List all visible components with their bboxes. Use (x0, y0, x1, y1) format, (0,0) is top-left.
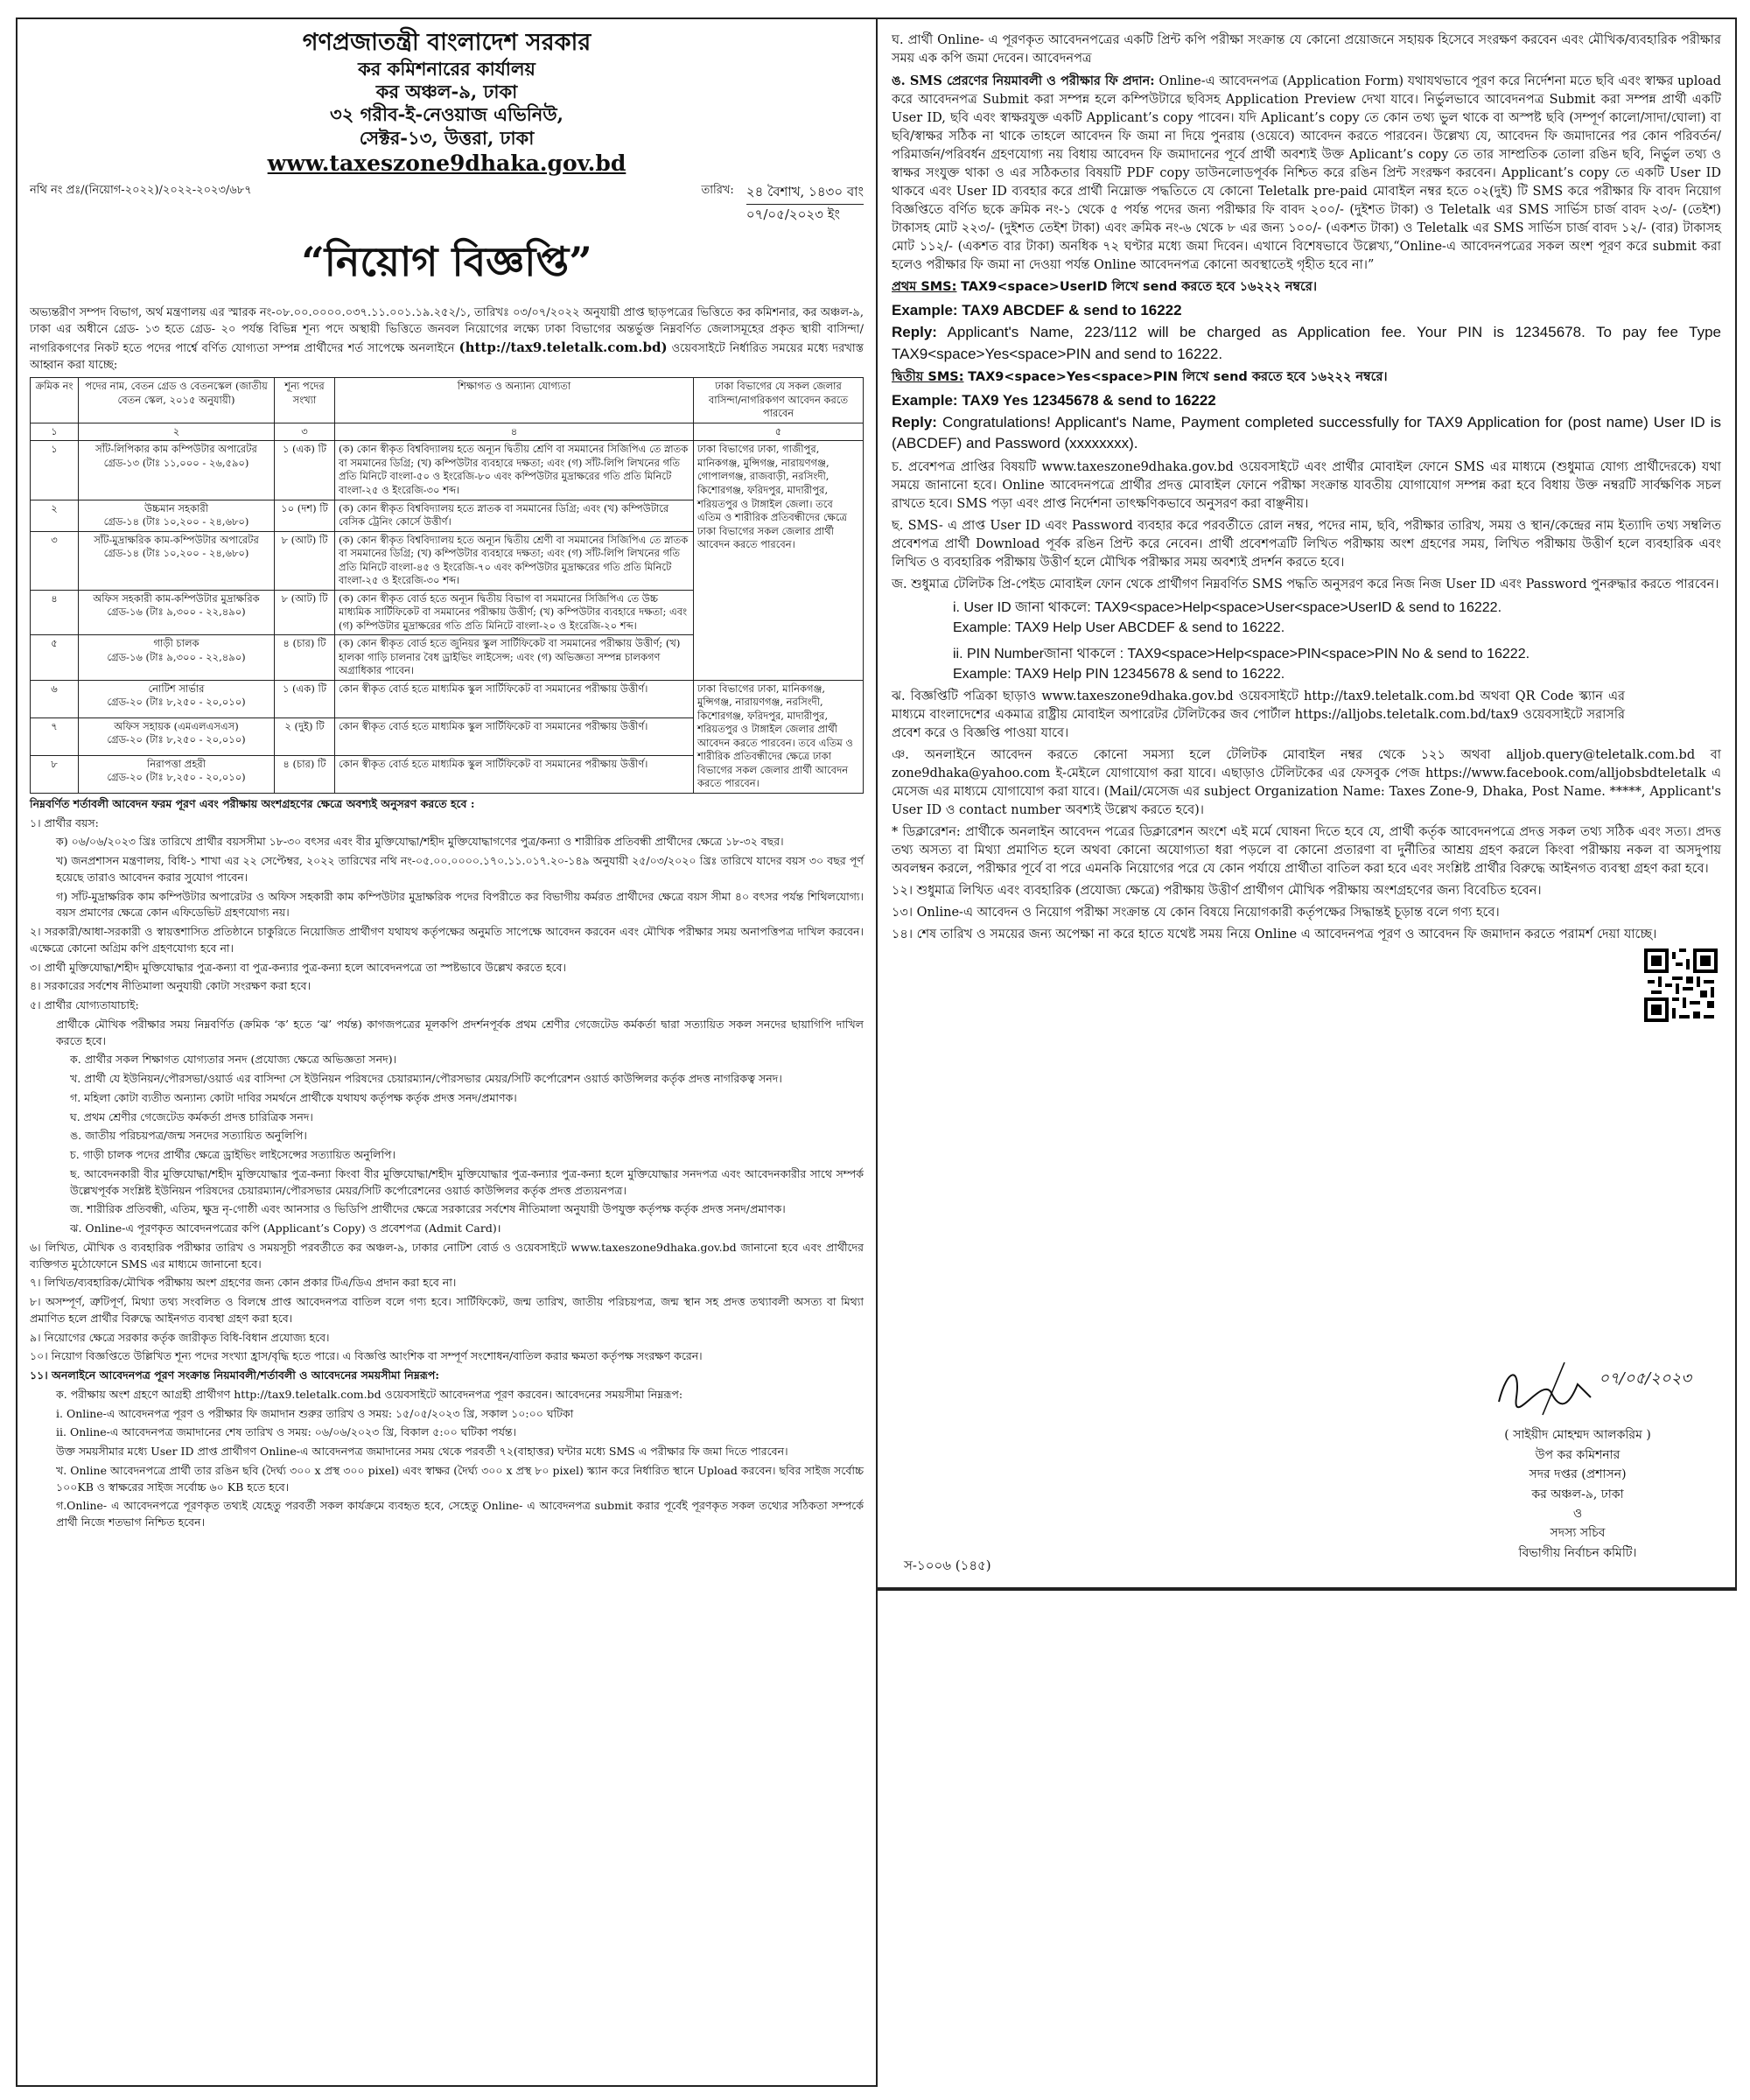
cell-post (79, 755, 275, 793)
sms-second-text: TAX9<space>Yes<space>PIN লিখে send করতে হবে ১৬২২২ নম্বরে। (968, 370, 1388, 385)
website-link[interactable]: www.taxeszone9dhaka.gov.bd (267, 150, 626, 176)
sms-first-example (892, 300, 1721, 365)
cell-serial: ১ (31, 441, 79, 500)
date-label: তারিখ: (701, 184, 734, 197)
sms-second-reply-label: Reply: (892, 413, 937, 430)
th-qualification: শিক্ষাগত ও অন্যান্য যোগ্যতা (335, 378, 694, 424)
condition-item: চ. গাড়ী চালক পদের প্রার্থীর ক্ষেত্রে ড্রাইভিং লাইসেন্সের সত্যায়িত অনুলিপি। (70, 1148, 396, 1162)
cell-count: ৮ (আট) টি (275, 531, 335, 590)
condition-item: খ. Online আবেদনপত্রে প্রার্থী তার রঙিন ছবি (দৈর্ঘ্য ৩০০ x প্রস্থ ৩০০ pixel) এবং স্বাক্ষর (দৈর্ঘ্য ৩০০ x প্রস্থ ৮০ pixel) স্ক্যান করে নির্ধারিত স্থানে Upload করবেন। ছবির সাইজ সর্বোচ্চ ১০০KB ও স্বাক্ষরের সাইজ সর্বোচ্চ ৬০ KB হতে হবে। (56, 1463, 864, 1494)
signatory-office: সদর দপ্তর (প্রশাসন) (1529, 1467, 1627, 1482)
condition-item: i. Online-এ আবেদনপত্র পূরণ ও পরীক্ষার ফি জমাদান শুরুর তারিখ ও সময়: ১৫/০৫/২০২৩ খ্রি, সকাল ১০:০০ ঘটিকা (56, 1406, 574, 1420)
table-row (31, 441, 864, 500)
page-title: “নিয়োগ বিজ্ঞপ্তি” (301, 238, 592, 285)
cell-serial: ২ (31, 500, 79, 531)
para-cha: চ. প্রবেশপত্র প্রাপ্তির বিষয়টি www.taxeszone9dhaka.gov.bd ওয়েবসাইটে এবং প্রার্থীর মোবাইল ফোনে SMS এর মাধ্যমে (শুধুমাত্র যোগ্য প্রার্থীদেরকে) যথা সময়ে জানানো হবে। Online আবেদনপত্রে প্রার্থীর প্রদত্ত মোবাইল ফোনে পরীক্ষা সংক্রান্ত যাবতীয় যোগাযোগ সম্পন্ন করা হবে বিধায় উক্ত নম্বরটি সার্বক্ষণিক সচল রাখতে হবে। SMS পড়া এবং প্রাপ্ত নির্দেশনা তাৎক্ষণিকভাবে অনুসরণ করা বাঞ্ছনীয়। (892, 460, 1721, 512)
date-bangla: ২৪ বৈশাখ, ১৪৩০ বাং (746, 182, 864, 205)
post-name: নোটিশ সার্ভার (148, 682, 205, 695)
condition-item: ৯। নিয়োগের ক্ষেত্রে সরকার কর্তৃক জারীকৃত বিধি-বিধান প্রযোজ্য হবে। (30, 1330, 330, 1344)
office-name: কর কমিশনারের কার্যালয় (358, 57, 536, 80)
condition-item: ক) ০৬/০৬/২০২৩ খ্রিঃ তারিখে প্রার্থীর বয়সসীমা ১৮-৩০ বৎসর এবং বীর মুক্তিযোদ্ধা/শহীদ মুক্তিযোদ্ধাগণের পুত্র/কন্যা ও শারীরিক প্রতিবন্ধী প্রার্থীদের ক্ষেত্রে ১৮-৩২ বছর। (56, 835, 784, 849)
condition-14: ১৪। শেষ তারিখ ও সময়ের জন্য অপেক্ষা না করে হাতে যথেষ্ট সময় নিয়ে Online এ আবেদনপত্র পূরণ ও আবেদন ফি জমাদান করতে পরামর্শ দেয়া যাচ্ছে। (892, 928, 1657, 942)
post-grade: গ্রেড-১৩ (টাঃ ১১,০০০ - ২৬,৫৯০) (103, 456, 249, 469)
post-name: অফিস সহায়ক (এমএলএসএস) (114, 719, 239, 732)
condition-item: ছ. আবেদনকারী বীর মুক্তিযোদ্ধা/শহীদ মুক্তিযোদ্ধার পুত্র-কন্যা কিংবা বীর মুক্তিযোদ্ধা/শহীদ মুক্তিযোদ্ধার পুত্র-কন্যার পুত্র-কন্যা হলে মুক্তিযোদ্ধার সনদপত্র এবং আবেদনকারীর সাথে সম্পর্ক উল্লেখপূর্বক সংশ্লিষ্ট ইউনিয়ন পরিষদের চেয়ারম্যান/পৌরসভার মেয়র/সিটি কর্পোরেশনের ওয়ার্ড কাউন্সিলর কর্তৃক প্রদত্ত প্রত্যয়নপত্র। (70, 1166, 864, 1197)
date-english: ০৭/০৫/২০২৩ ইং (746, 206, 840, 222)
condition-item: ৫। প্রার্থীর যোগ্যতাযাচাই: (30, 998, 139, 1012)
cell-serial: ৭ (31, 718, 79, 755)
para-gha: ঘ. প্রার্থী Online- এ পূরণকৃত আবেদনপত্রের একটি প্রিন্ট কপি পরীক্ষা সংক্রান্ত যে কোনো প্রয়োজনে সহায়ক হিসেবে সংরক্ষণ করবেন এবং মৌখিক/ব্যবহারিক পরীক্ষার সময় এক কপি জমা দেবেন। আবেদনপত্র (892, 33, 1721, 66)
signature-block (1446, 1358, 1709, 1563)
post-grade: গ্রেড-১৬ (টাঃ ৯,৩০০ - ২২,৪৯০) (107, 606, 246, 619)
signatory-and: ও (1572, 1506, 1583, 1521)
condition-item: ৬। লিখিত, মৌখিক ও ব্যবহারিক পরীক্ষার তারিখ ও সময়সূচী পরবর্তীতে কর অঞ্চল-৯, ঢাকার নোটিশ বোর্ড ও ওয়েবসাইটে www.taxeszone9dhaka.gov.bd জানানো হবে এবং প্রার্থীদের ব্যক্তিগত মুঠোফোনে SMS এর মাধ্যমে জানানো হবে। (30, 1240, 864, 1270)
recovery-pin: ii. PIN Numberজানা থাকলে : TAX9<space>Help<space>PIN<space>PIN No & send to 16222. (953, 646, 1530, 662)
cell-count: ৪ (চার) টি (275, 755, 335, 793)
condition-item: ঙ. জাতীয় পরিচয়পত্র/জন্ম সনদের সত্যায়িত অনুলিপি। (70, 1129, 307, 1143)
cell-qualification: কোন স্বীকৃত বোর্ড হতে মাধ্যমিক স্কুল সার্টিফিকেট বা সমমানের পরীক্ষায় উত্তীর্ণ। (335, 755, 694, 793)
sms-second-example-text: Example: TAX9 Yes 12345678 & send to 16222 (892, 392, 1216, 410)
left-column (16, 18, 878, 2087)
condition-item: প্রার্থীকে মৌখিক পরীক্ষার সময় নিম্নবর্ণিত (ক্রমিক ‘ক’ হতে ‘ঝ’ পর্যন্ত) কাগজপত্রের মূলকপি প্রদর্শনপূর্বক প্রথম শ্রেণীর গেজেটেড কর্মকর্তা দ্বারা সত্যায়িত সকল সনদের ছায়াগিপি দাখিল করতে হবে। (56, 1017, 864, 1047)
cell-post (79, 441, 275, 500)
sms-second (892, 368, 1721, 387)
cell-post (79, 635, 275, 681)
table-row (31, 680, 864, 718)
th-serial: ক্রমিক নং (31, 378, 79, 424)
condition-item: উক্ত সময়সীমার মধ্যে User ID প্রাপ্ত প্রার্থীগণ Online-এ আবেদনপত্র জমাদানের সময় থেকে পরবর্তী ৭২(বাহাত্তর) ঘন্টার মধ্যে SMS এ পরীক্ষার ফি জমা দিতে পারবেন। (56, 1445, 788, 1459)
condition-item: খ) জনপ্রশাসন মন্ত্রণালয়, বিধি-১ শাখা এর ২২ সেপ্টেম্বর, ২০২২ তারিখের নথি নং-০৫.০০.০০০০.১৭০.১১.০১৭.২০-১৪৯ অনুযায়ী ২৫/০৩/২০২০ খ্রিঃ তারিখে যাদের বয়স ৩০ বছর পূর্ণ হয়েছে তারাও আবেদন করার সুযোগ পাবেন। (56, 854, 864, 884)
cell-count: ২ (দুই) টি (275, 718, 335, 755)
condition-item: ক. পরীক্ষায় অংশ গ্রহণে আগ্রহী প্রার্থীগণ http://tax9.teletalk.com.bd ওয়েবসাইটে আবেদনপত্র পূরণ করবেন। আবেদনের সময়সীমা নিম্নরূপ: (56, 1387, 683, 1401)
condition-item: গ.Online- এ আবেদনপত্রে পূরণকৃত তথ্যই যেহেতু পরবর্তী সকল কার্যক্রমে ব্যবহৃত হবে, সেহেতু Online- এ আবেদনপত্র submit করার পূর্বেই পূরণকৃত সকল তথ্যের সঠিকতা সম্পর্কে প্রার্থী নিজে শতভাগ নিশ্চিত হবেন। (56, 1499, 864, 1530)
signatory-name: ( সাইয়ীদ মোহম্মদ আলকরিম ) (1504, 1428, 1651, 1443)
para-nya: ঞ. অনলাইনে আবেদন করতে কোনো সমস্যা হলে টেলিটক মোবাইল নম্বর থেকে ১২১ অথবা alljob.query@teletalk.com.bd বা zone9dhaka@yahoo.com ই-মেইলে যোগাযোগ করা যাবে। এছাড়াও টেলিটকের এর ফেসবুক পেজ https://www.facebook.com/alljobsbdteletalk এ মেসেজ এর মাধ্যমে যোগাযোগ করা যাবে। (Mail/মেসেজ এর subject Organization Name: Taxes Zone-9, Dhaka, Post Name. *****, Applicant's User ID ও contact number অবশ্যই উল্লেখ করতে হবে)। (892, 747, 1721, 818)
post-grade: গ্রেড-২০ (টাঃ ৮,২৫০ - ২০,০১০) (107, 771, 246, 784)
reference-row (30, 182, 864, 227)
zone-name: কর অঞ্চল-৯, ঢাকা (375, 80, 518, 102)
intro-link[interactable]: (http://tax9.teletalk.com.bd) (458, 339, 668, 355)
cell-qualification: কোন স্বীকৃত বোর্ড হতে মাধ্যমিক স্কুল সার্টিফিকেট বা সমমানের পরীক্ষায় উত্তীর্ণ। (335, 680, 694, 718)
sms-second-label: দ্বিতীয় SMS: (892, 370, 964, 385)
condition-item: ১০। নিয়োগ বিজ্ঞপ্তিতে উল্লিখিত শূন্য পদের সংখ্যা হ্রাস/বৃদ্ধি হতে পারে। এ বিজ্ঞপ্তি আংশিক বা সম্পূর্ণ সংশোধন/বাতিল করার ক্ষমতা কর্তৃপক্ষ সংরক্ষণ করেন। (30, 1349, 703, 1363)
sms-second-example (892, 390, 1721, 455)
recovery-pin-example: Example: TAX9 Help PIN 12345678 & send to 16222. (953, 666, 1285, 682)
sms-first-text: TAX9<space>UserID লিখে send করতে হবে ১৬২২২ নম্বরে। (961, 280, 1318, 295)
signatory-designation: উপ কর কমিশনার (1535, 1447, 1620, 1462)
condition-item: ক. প্রার্থীর সকল শিক্ষাগত যোগ্যতার সনদ (প্রযোজ্য ক্ষেত্রে অভিজ্ঞতা সনদ)। (70, 1053, 397, 1067)
reference-number: নথি নং প্রঃ/(নিয়োগ-২০২২)/২০২২-২০২৩/৬৮৭ (30, 184, 252, 197)
cell-serial: ৬ (31, 680, 79, 718)
post-name: উচ্চমান সহকারী (144, 501, 209, 514)
cell-qualification: (ক) কোন স্বীকৃত বিশ্ববিদ্যালয় হতে অন্যূন দ্বিতীয় শ্রেণি বা সমমানের সিজিপিএ তে স্নাতক বা সমমানের ডিগ্রি; (খ) কম্পিউটার ব্যবহারে দক্ষতা; এবং (গ) সাঁট-লিপি লিখনের গতি প্রতি মিনিটে বাংলা-৫০ ও ইংরেজি-৮০ এবং কম্পিউটার মুদ্রাক্ষরের গতি প্রতি মিনিটে বাংলা-২৫ ও ইংরেজি-৩০ শব্দ। (335, 441, 694, 500)
cell-serial: ৮ (31, 755, 79, 793)
right-column (878, 18, 1737, 1589)
cell-districts-b: ঢাকা বিভাগের ঢাকা, মানিকগঞ্জ, মুন্সিগঞ্জ, নারায়ণগঞ্জ, নরসিংদী, কিশোরগঞ্জ, ফরিদপুর, মাদারীপুর, শরিয়তপুর ও টাঙ্গাইল জেলার প্রার্থী আবেদন করতে পারবেন। তবে এতিম ও শারীরিক প্রতিবন্ধীদের ক্ষেত্রে ঢাকা বিভাগের সকল জেলার প্রার্থী আবেদন করতে পারবেন। (694, 680, 864, 793)
post-grade: গ্রেড-১৪ (টাঃ ১০,২০০ - ২৪,৬৮০) (103, 547, 249, 560)
condition-item: ৪। সরকারের সর্বশেষ নীতিমালা অনুযায়ী কোটা সংরক্ষণ করা হবে। (30, 979, 312, 993)
letterhead (30, 28, 864, 177)
sms-first-reply-label: Reply: (892, 323, 937, 340)
para-ja: জ. শুধুমাত্র টেলিটক প্রি-পেইড মোবাইল ফোন থেকে প্রার্থীগণ নিম্নবর্ণিত SMS পদ্ধতি অনুসরণ করে নিজ নিজ User ID এবং Password পুনরুদ্ধার করতে পারবেন। (892, 578, 1719, 592)
post-name: অফিস সহকারী কাম-কম্পিউটার মুদ্রাক্ষরিক (93, 592, 260, 605)
post-grade: গ্রেড-১৬ (টাঃ ৯,৩০০ - ২২,৪৯০) (107, 650, 246, 663)
cell-count: ১ (এক) টি (275, 441, 335, 500)
para-uo-title: ঙ. SMS প্রেরণের নিয়মাবলী ও পরীক্ষার ফি প্রদান: (892, 74, 1155, 89)
th-count: শূন্য পদের সংখ্যা (275, 378, 335, 424)
condition-item: ৭। লিখিত/ব্যবহারিক/মৌখিক পরীক্ষায় অংশ গ্রহণের জন্য কোন প্রকার টিএ/ডিএ প্রদান করা হবে না। (30, 1276, 457, 1290)
cell-count: ৪ (চার) টি (275, 635, 335, 681)
intro-paragraph (30, 305, 864, 374)
cell-qualification: (ক) কোন স্বীকৃত বিশ্ববিদ্যালয় হতে অন্যূন দ্বিতীয় শ্রেণী বা সমমানের সিজিপিএ তে স্নাতক বা সমমানের ডিগ্রি; (খ) কম্পিউটার ব্যবহারে দক্ষতা; এবং (গ) সাঁট-লিপি লিখনের গতি প্রতি মিনিটে বাংলা-৪৫ ও ইংরেজি-৭০ এবং কম্পিউটার মুদ্রাক্ষরের গতি প্রতি মিনিটে বাংলা-২৫ ও ইংরেজি-৩০ শব্দ। (335, 531, 694, 590)
para-uo-text: Online-এ আবেদনপত্র (Application Form) যথাযথভাবে পূরণ করে নির্দেশনা মতে ছবি এবং স্বাক্ষর upload করে আবেদনপত্র Submit করা সম্পন্ন হলে কম্পিউটারে ছবিসহ Application Preview দেখা যাবে। নির্ভুলভাবে আবেদনপত্র Submit করা সম্পন্ন প্রার্থী একটি User ID, ছবি এবং স্বাক্ষরযুক্ত একটি Applicant’s copy পাবেন। যদি Aplicant’s copy তে কোন তথ্য ভুল থাকে বা অস্পষ্ট ছবি (সম্পূর্ণ কালো/সাদা/ঘোলা) বা ছবি/স্বাক্ষর সঠিক না থাকে তাহলে আবেদন ফি জমা না দিয়ে পুনরায় (ওয়েবে) আবেদন করতে পারবেন। উল্লেখ্য যে, আবেদন ফি জমাদানের পর কোন পরিবর্তন/পরিমার্জন/পরিবর্ধন গ্রহণযোগ্য নয় বিধায় আবেদন ফি জমাদানের পূর্বে প্রার্থী অবশ্যই উক্ত Aplicant’s copy তে তার সাম্প্রতিক তোলা রঙিন ছবি, নির্ভুল তথ্য ও স্বাক্ষর সংযুক্ত থাকা ও এর সঠিকতার বিষয়টি PDF copy ডাউনলোডপূর্বক নিশ্চিত করে রঙিন প্রিন্ট সংরক্ষণ করবেন। Applicant’s copy তে একটি User ID থাকবে এবং User ID ব্যবহার করে প্রার্থী নিম্নোক্ত পদ্ধতিতে যে কোনো Teletalk pre-paid মোবাইল নম্বর হতে ০২(দুই) টি SMS করে পরীক্ষার ফি বাবদ নিয়োগ বিজ্ঞপ্তিতে বর্ণিত ছকে ক্রমিক নং-১ থেকে ৫ পর্যন্ত পদের জন্য পরীক্ষার ফি বাবদ ২০০/- (দুইশত টাকা) ও Teletalk এর SMS সার্ভিস চার্জ বাবদ ২৩/- (তেইশ) টাকাসহ মোট ২২৩/- (দুইশত তেইশ টাকা) এবং ক্রমিক নং-৬ থেকে ৮ এর জন্য ১০০/- (একশত টাকা) ও Teletalk এর SMS সার্ভিস চার্জ বাবদ ১২/- (বার) টাকাসহ মোট ১১২/- (একশত বার টাকা) অনধিক ৭২ ঘণ্টার মধ্যে জমা দিবেন। এখানে বিশেষভাবে উল্লেখ্য,“Online-এ আবেদনপত্রের সকল অংশ পূরণ করে submit করা হলেও পরীক্ষার ফি জমা না দেওয়া পর্যন্ত Online আবেদনপত্র কোনো অবস্থাতেই গৃহীত হবে না।” (892, 74, 1721, 273)
post-grade: গ্রেড-১৪ (টাঃ ১০,২০০ - ২৪,৬৮০) (103, 515, 249, 528)
condition-item: ii. Online-এ আবেদনপত্র জমাদানের শেষ তারিখ ও সময়: ০৬/০৬/২০২৩ খ্রি, বিকাল ৫:০০ ঘটিকা পর্যন্ত। (56, 1425, 516, 1439)
vacancy-table (30, 377, 864, 793)
cell-serial: ৩ (31, 531, 79, 590)
cell-qualification: (ক) কোন স্বীকৃত বোর্ড হতে জুনিয়র স্কুল সার্টিফিকেট বা সমমানের পরীক্ষায় উত্তীর্ণ; (খ) হালকা গাড়ি চালনার বৈধ ড্রাইভিং লাইসেন্স; এবং (গ) অভিজ্ঞতা সম্পন্ন চালকগণ অগ্রাধিকার পাবেন। (335, 635, 694, 681)
qr-code-icon[interactable] (1644, 948, 1718, 1022)
post-name: গাড়ী চালক (153, 637, 200, 650)
sms-second-reply: Congratulations! Applicant's Name, Payment completed successfully for TAX9 Application for (post name) User ID is (ABCDEF) and Password (xxxxxxxx). (892, 413, 1721, 452)
condition-item: ২। সরকারী/আধা-সরকারী ও স্বায়ত্তশাসিত প্রতিষ্ঠানে চাকুরিতে নিয়োজিত প্রার্থীগণ যথাযথ কর্তৃপক্ষের অনুমতি সাপেক্ষে আবেদন করবেন এবং মৌখিক পরীক্ষার সময় অনাপত্তিপত্র দাখিল করবেন। এক্ষেত্রে কোনো অগ্রিম কপি গ্রহণযোগ্য হবে না। (30, 925, 864, 955)
condition-item: গ. মহিলা কোটা ব্যতীত অন্যান্য কোটা দাবির সমর্থনে প্রার্থীকে যথাযথ কর্তৃপক্ষ কর্তৃক প্রদত্ত সনদ/প্রমাণক। (70, 1090, 517, 1104)
cell-count: ১ (এক) টি (275, 680, 335, 718)
cell-post (79, 718, 275, 755)
cell-post (79, 500, 275, 531)
condition-item: ১১। অনলাইনে আবেদনপত্র পূরণ সংক্রান্ত নিয়মাবলী/শর্তাবলী ও আবেদনের সময়সীমা নিম্নরূপ: (30, 1368, 439, 1382)
cell-districts-a: ঢাকা বিভাগের ঢাকা, গাজীপুর, মানিকগঞ্জ, মুন্সিগঞ্জ, নারায়ণগঞ্জ, গোপালগঞ্জ, রাজবাড়ী, নরসিংদী, কিশোরগঞ্জ, ফরিদপুর, মাদারীপুর, শরিয়তপুর ও টাঙ্গাইল জেলা। তবে এতিম ও শারীরিক প্রতিবন্ধীদের ক্ষেত্রে ঢাকা বিভাগের সকল জেলার প্রার্থী আবেদন করতে পারবেন। (694, 441, 864, 680)
condition-item: ৩। প্রার্থী মুক্তিযোদ্ধা/শহীদ মুক্তিযোদ্ধার পুত্র-কন্যা বা পুত্র-কন্যার পুত্র-কন্যা হলে আবেদনপত্রে তা স্পষ্টভাবে উল্লেখ করতে হবে। (30, 960, 566, 974)
post-grade: গ্রেড-২০ (টাঃ ৮,২৫০ - ২০,০১০) (107, 733, 246, 746)
condition-item: ঝ. Online-এ পূরণকৃত আবেদনপত্রের কপি (Applicant’s Copy) ও প্রবেশপত্র (Admit Card)। (70, 1222, 501, 1236)
cell-count: ৮ (আট) টি (275, 590, 335, 635)
conditions-section (30, 796, 864, 1531)
th-num: ১ (31, 423, 79, 441)
th-districts: ঢাকা বিভাগের যে সকল জেলার বাসিন্দা/নাগরিকগণ আবেদন করতে পারবেন (694, 378, 864, 424)
date-values (746, 182, 864, 227)
recovery-sms (892, 598, 1721, 684)
th-num: ৩ (275, 423, 335, 441)
sms-first-example-text: Example: TAX9 ABCDEF & send to 16222 (892, 302, 1182, 319)
memo-number: স-১০০৬ (১৪৫) (904, 1558, 991, 1573)
address-line-2: সেক্টর-১৩, উত্তরা, ঢাকা (359, 126, 535, 149)
intro-end: ওয়েবসাইটে নির্ধারিত সময়ের মধ্যে দরখাস্ত আহ্বান করা যাচ্ছে: (30, 341, 864, 372)
th-post: পদের নাম, বেতন গ্রেড ও বেতনস্কেল (জাতীয় বেতন স্কেল, ২০১৫ অনুযায়ী) (79, 378, 275, 424)
para-uo (892, 72, 1721, 275)
cell-serial: ৫ (31, 635, 79, 681)
declaration: * ডিক্লারেশন: প্রার্থীকে অনলাইন আবেদন পত্রের ডিক্লারেশন অংশে এই মর্মে ঘোষনা দিতে হবে যে, প্রার্থী কর্তৃক আবেদনপত্রে প্রদত্ত সকল তথ্য সঠিক এবং সত্য। প্রদত্ত তথ্য অসত্য বা মিথ্যা প্রমাণিত হলে অথবা কোনো অযোগ্যতা ধরা পড়লে বা কোনো প্রতারণা বা দুর্নীতির আশ্রয় গ্রহণ করলে কিংবা পরীক্ষায় নকল বা অসদুপায় অবলম্বন করলে, পরীক্ষার পূর্বে বা পরে এমনকি নিয়োগের পরে যে কোন পর্যায়ে প্রার্থীতা বাতিল করা হবে এবং সংশ্লিষ্ট প্রার্থীর বিরুদ্ধে আইনগত ব্যবস্থা গ্রহণ করা হবে। (892, 825, 1721, 877)
cell-qualification: (ক) কোন স্বীকৃত বোর্ড হতে অন্যূন দ্বিতীয় বিভাগ বা সমমানের সিজিপিএ তে উচ্চ মাধ্যমিক সার্টিফিকেট বা সমমানের পরীক্ষায় উত্তীর্ণ; (খ) কম্পিউটার ব্যবহারে দক্ষতা; এবং (গ) কম্পিউটার মুদ্রাক্ষরের গতি প্রতি মিনিটে বাংলা-২০ ও ইংরেজি-২০ শব্দ। (335, 590, 694, 635)
cell-count: ১০ (দশ) টি (275, 500, 335, 531)
cell-post (79, 680, 275, 718)
sms-first (892, 278, 1721, 297)
th-num: ২ (79, 423, 275, 441)
signatory-zone: কর অঞ্চল-৯, ঢাকা (1531, 1487, 1624, 1502)
signatory-committee: বিভাগীয় নির্বাচন কমিটি। (1518, 1545, 1637, 1560)
recovery-user-id: i. User ID জানা থাকলে: TAX9<space>Help<space>User<space>UserID & send to 16222. (953, 600, 1502, 616)
post-name: সাঁট-লিপিকার কাম কম্পিউটার অপারেটর (95, 443, 257, 456)
recovery-user-id-example: Example: TAX9 Help User ABCDEF & send to 16222. (953, 620, 1285, 636)
post-grade: গ্রেড-২০ (টাঃ ৮,২৫০ - ২০,০১০) (107, 696, 246, 709)
cell-qualification: (ক) কোন স্বীকৃত বিশ্ববিদ্যালয় হতে স্নাতক বা সমমানের ডিগ্রি; এবং (খ) কম্পিউটারে বেসিক ট্রেনিং কোর্সে উত্তীর্ণ। (335, 500, 694, 531)
post-name: সাঁট-মুদ্রাক্ষরিক কাম-কম্পিউটার অপারেটর (94, 533, 259, 546)
address-line-1: ৩২ গরীব-ই-নেওয়াজ এভিনিউ, (330, 103, 564, 126)
condition-item: খ. প্রার্থী যে ইউনিয়ন/পৌরসভা/ওয়ার্ড এর বাসিন্দা সে ইউনিয়ন পরিষদের চেয়ারম্যান/পৌরসভার মেয়র/সিটি কর্পোরেশন ওয়ার্ড কাউন্সিলর কর্তৃক প্রদত্ত নাগরিকত্ব সনদ। (70, 1072, 782, 1086)
cell-post (79, 590, 275, 635)
govt-name: গণপ্রজাতন্ত্রী বাংলাদেশ সরকার (302, 29, 592, 56)
cell-serial: ৪ (31, 590, 79, 635)
sms-first-reply: Applicant's Name, 223/112 will be charged as Application fee. Your PIN is 12345678. To pay fee Type TAX9<space>Yes<space>PIN and send to 16222. (892, 323, 1721, 362)
intro-text: অভ্যন্তরীণ সম্পদ বিভাগ, অর্থ মন্ত্রণালয় এর স্মারক নং-০৮.০০.০০০০.০৩৭.১১.০০১.১৯.২৫২/১, তারিখঃ ০৩/০৭/২০২২ অনুযায়ী প্রাপ্ত ছাড়পত্রের ভিত্তিতে কর কমিশনার, কর অঞ্চল-৯, ঢাকা এর অধীনে গ্রেড- ১৩ হতে গ্রেড- ২০ পর্যন্ত বিভিন্ন শূন্য পদে অস্থায়ী ভিত্তিতে জনবল নিয়োগের লক্ষ্যে ঢাকা বিভাগের অন্তর্ভুক্ত নিম্নবর্ণিত জেলাসমূহের প্রকৃত স্থায়ী বাসিন্দা/নাগরিকগণের নিকট হতে পদের পার্শ্বে বর্ণিত যোগ্যতা সম্পন্ন প্রার্থীদের শর্ত সাপেক্ষে অনলাইনে (30, 306, 864, 355)
para-chha: ছ. SMS- এ প্রাপ্ত User ID এবং Password ব্যবহার করে পরবর্তীতে রোল নম্বর, পদের নাম, ছবি, পরীক্ষার তারিখ, সময় ও স্থান/কেন্দ্রের নাম ইত্যাদি তথ্য সম্বলিত প্রবেশপত্র প্রার্থী Download পূর্বক রঙিন প্রিন্ট করে নেবেন। প্রার্থী প্রবেশপত্রটি লিখিত পরীক্ষায় অংশ গ্রহণের সময়, লিখিত পরীক্ষায় উত্তীর্ণ হলে ব্যবহারিক এবং লিখিত ও ব্যবহারিক পরীক্ষায় উত্তীর্ণ হলে মৌখিক পরীক্ষার সময় অবশ্যই প্রদর্শন করতে হবে। (892, 519, 1721, 570)
condition-13: ১৩। Online-এ আবেদন ও নিয়োগ পরীক্ষা সংক্রান্ত যে কোন বিষয়ে নিয়োগকারী কর্তৃপক্ষের সিদ্ধান্তই চূড়ান্ত বলে গণ্য হবে। (892, 906, 1500, 920)
signature-date: ০৭/০৫/২০২৩ (1599, 1369, 1691, 1388)
condition-item: ১। প্রার্থীর বয়স: (30, 816, 99, 830)
conditions-intro: নিম্নবর্ণিত শর্তাবলী আবেদন ফরম পূরণ এবং পরীক্ষায় অংশগ্রহণের ক্ষেত্রে অবশ্যই অনুসরণ করতে হবে : (30, 796, 475, 810)
condition-item: ঘ. প্রথম শ্রেণীর গেজেটেড কর্মকর্তা প্রদত্ত চারিত্রিক সনদ। (70, 1110, 313, 1124)
date-block (702, 182, 864, 227)
cell-qualification: কোন স্বীকৃত বোর্ড হতে মাধ্যমিক স্কুল সার্টিফিকেট বা সমমানের পরীক্ষায় উত্তীর্ণ। (335, 718, 694, 755)
post-name: নিরাপত্তা প্রহরী (146, 757, 206, 770)
signatory-role: সদস্য সচিব (1550, 1526, 1606, 1541)
cell-post (79, 531, 275, 590)
condition-12: ১২। শুধুমাত্র লিখিত এবং ব্যবহারিক (প্রযোজ্য ক্ষেত্রে) পরীক্ষায় উত্তীর্ণ প্রার্থীগণ মৌখিক পরীক্ষায় অংশগ্রহণের জন্য বিবেচিত হবেন। (892, 884, 1542, 899)
right-content (892, 32, 1721, 944)
th-num: ৫ (694, 423, 864, 441)
blank-area (878, 1589, 1737, 2087)
th-num: ৪ (335, 423, 694, 441)
para-jha: ঝ. বিজ্ঞপ্তিটি পত্রিকা ছাড়াও www.taxeszone9dhaka.gov.bd ওয়েবসাইটে http://tax9.teletalk.com.bd অথবা QR Code স্ক্যান এর মাধ্যমে বাংলাদেশের একমাত্র রাষ্ট্রীয় মোবাইল অপারেটর টেলিটকের জব পোর্টাল https://alljobs.teletalk.com.bd/tax9 ওয়েবসাইটে সরাসরি প্রবেশ করে ও বিজ্ঞপ্তি পাওয়া যাবে। (892, 689, 1625, 740)
condition-item: ৮। অসম্পূর্ণ, ত্রুটিপূর্ণ, মিথ্যা তথ্য সংবলিত ও বিলম্বে প্রাপ্ত আবেদনপত্র বাতিল বলে গণ্য হবে। সার্টিফিকেট, জন্ম তারিখ, জাতীয় পরিচয়পত্র, জন্ম স্থান সহ প্রদত্ত তথ্যাবলী অসত্য বা মিথ্যা প্রমাণিত হলে প্রার্থীর বিরুদ্ধে আইনগত ব্যবস্থা গ্রহণ করা হবে। (30, 1295, 864, 1325)
condition-item: জ. শারীরিক প্রতিবন্ধী, এতিম, ক্ষুদ্র নৃ-গোষ্ঠী এবং আনসার ও ভিডিপি প্রার্থীদের ক্ষেত্রে সরকারের সর্বশেষ নীতিমালা অনুযায়ী উপযুক্ত কর্তৃপক্ষ কর্তৃক প্রদত্ত সনদ/প্রমাণক। (70, 1202, 786, 1216)
condition-item: গ) সাঁট-মুদ্রাক্ষরিক কাম কম্পিউটার অপারেটর ও অফিস সহকারী কাম কম্পিউটার মুদ্রাক্ষরিক পদের বিপরীতে কর বিভাগীয় কর্মরত প্রার্থীদের ক্ষেত্রে বয়স সীমা ৪০ বৎসর পর্যন্ত শিথিলযোগ্য। বয়স প্রমাণের ক্ষেত্রে কোন এফিডেভিট গ্রহণযোগ্য নয়। (56, 889, 864, 920)
sms-first-label: প্রথম SMS: (892, 280, 957, 295)
